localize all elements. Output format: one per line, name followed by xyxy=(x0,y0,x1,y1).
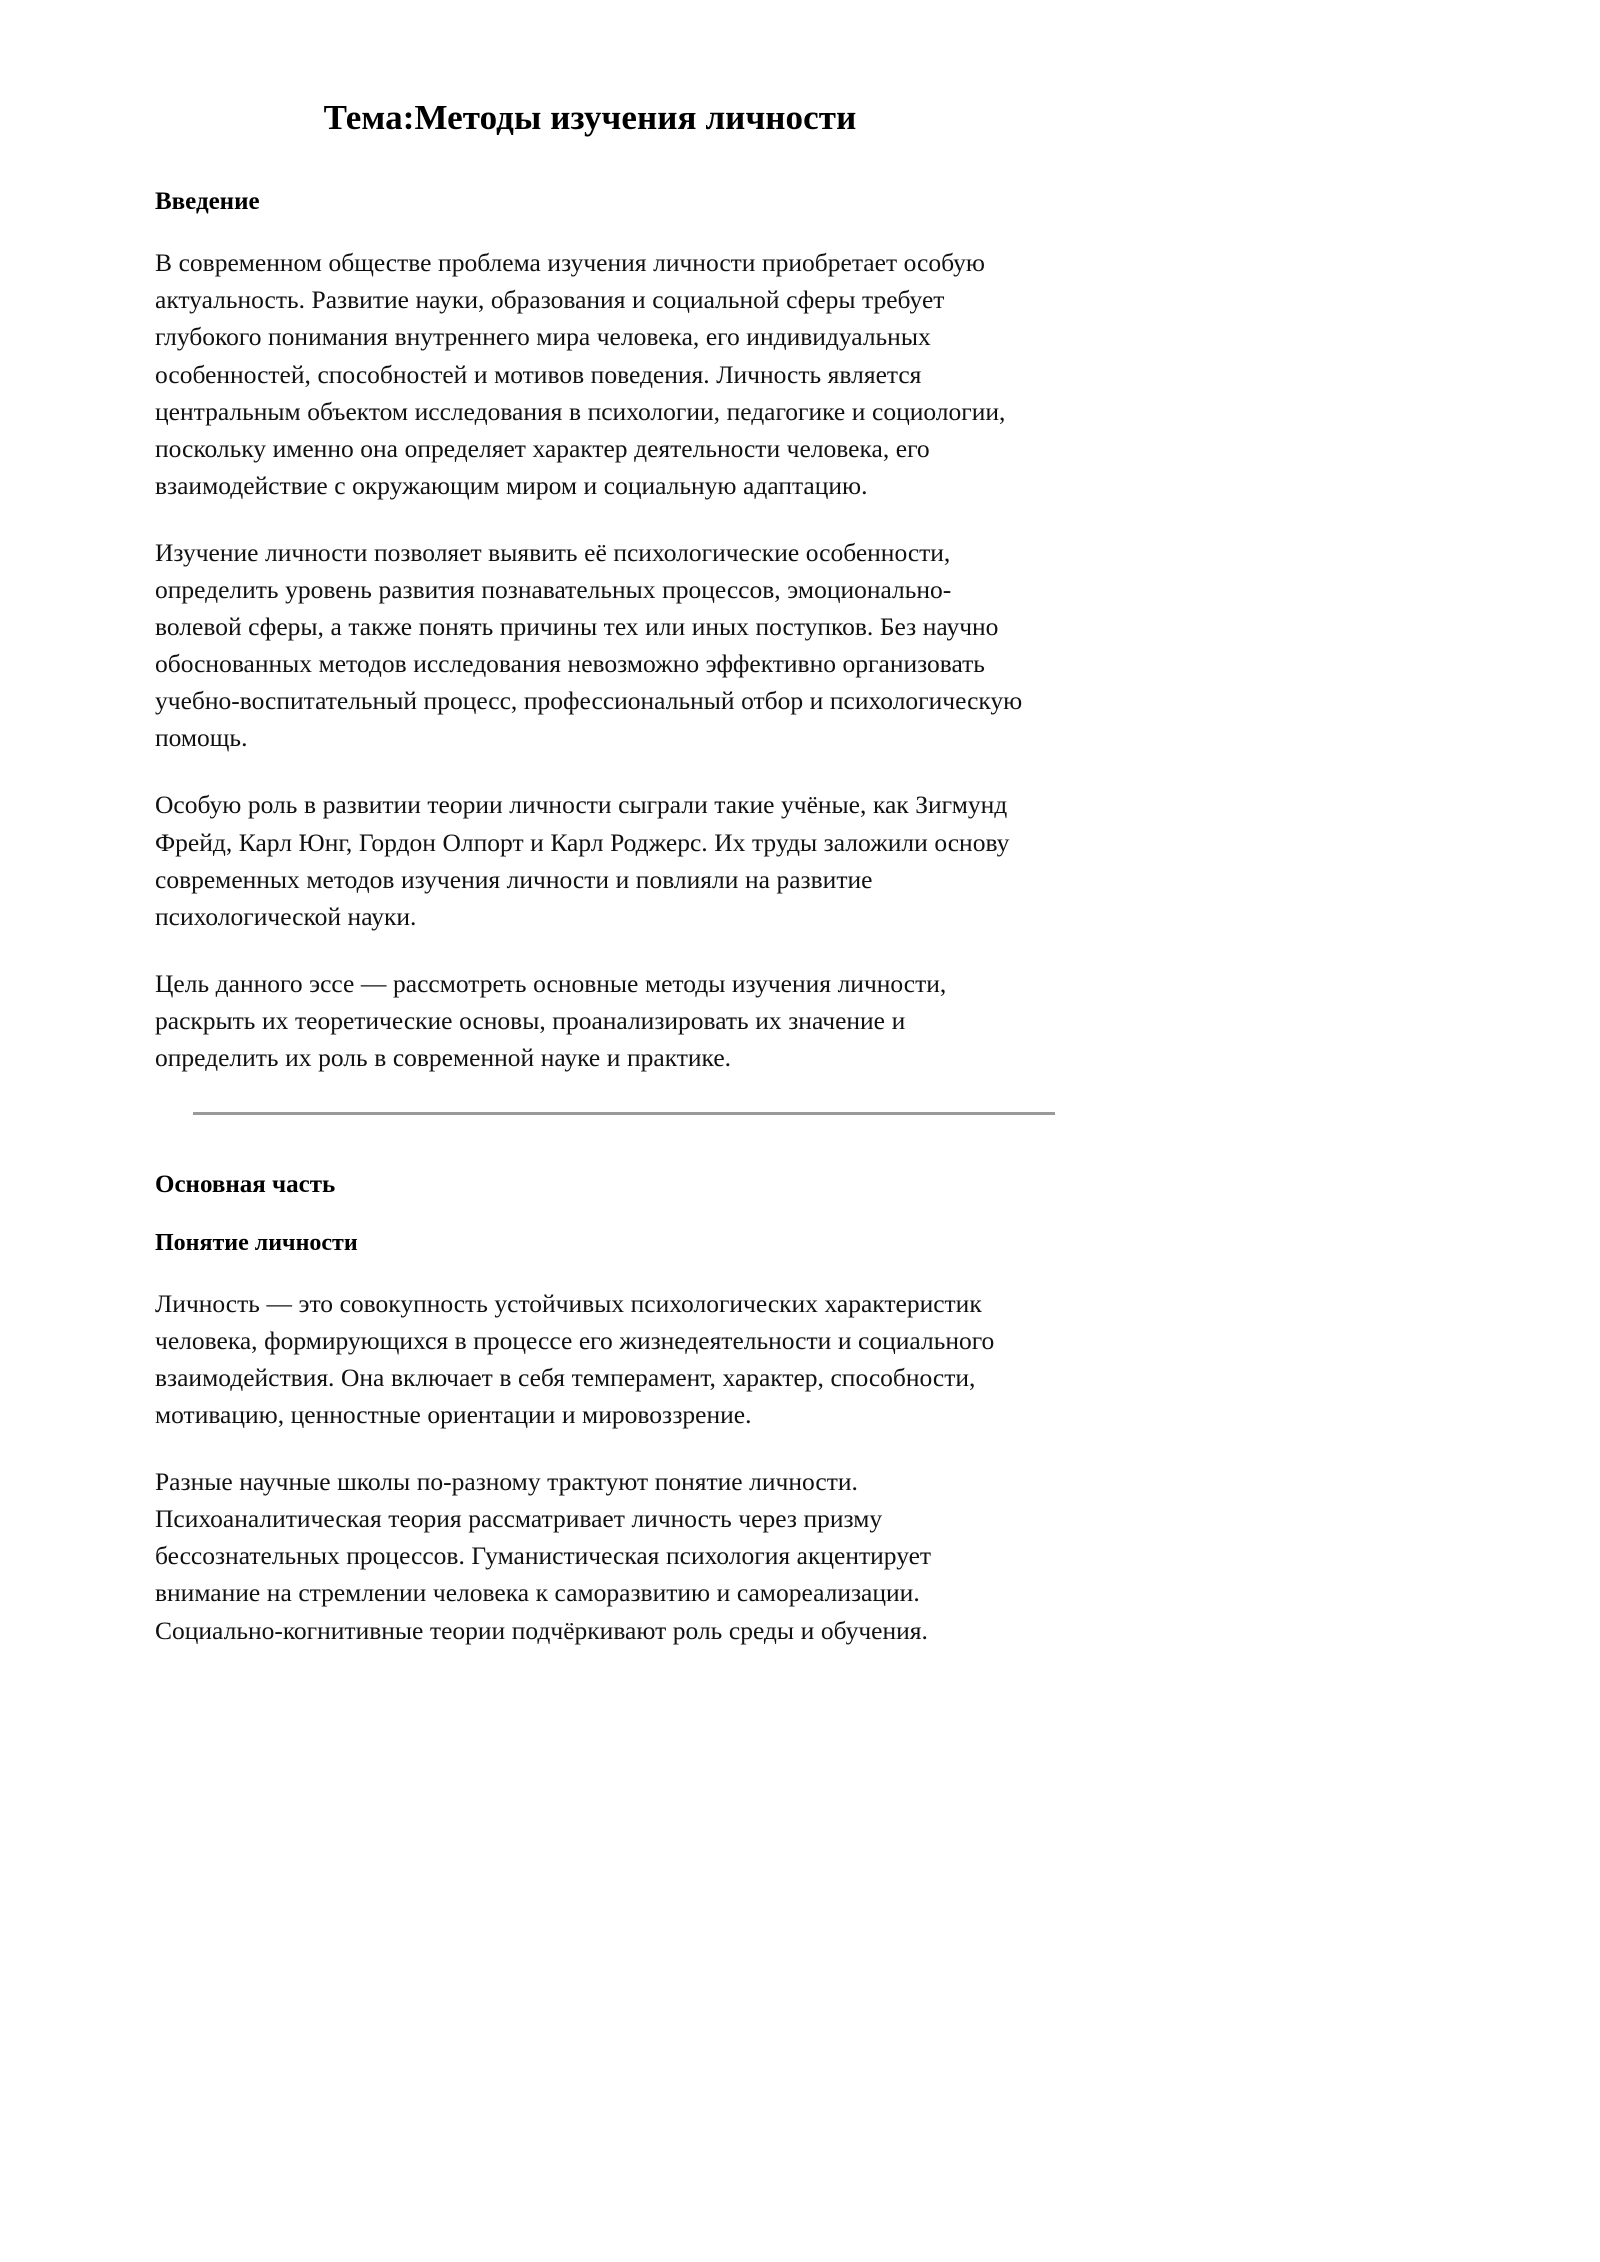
section-heading-main-part: Основная часть xyxy=(155,1171,336,1199)
paragraph-intro-2: Изучение личности позволяет выявить её психологические особенности, определить уровень развития познавательных процессов, эмоционально-волевой сферы, а также понять причины тех или иных поступков. Без научно обоснованных методов исследования невозможно эффективно организовать учебно-воспитательный процесс, профессиональный отбор и психологическую помощь. xyxy=(155,537,1023,753)
section-divider xyxy=(193,1112,1055,1115)
subsection-heading-personality-concept: Понятие личности xyxy=(155,1229,358,1256)
page-title: Тема:Методы изучения личности xyxy=(323,98,857,137)
paragraph-intro-3: Особую роль в развитии теории личности сыграли такие учёные, как Зигмунд Фрейд, Карл Юнг, Гордон Олпорт и Карл Роджерс. Их труды заложили основу современных методов изучения личности и повлияли на развитие психологической науки. xyxy=(155,790,1010,931)
paragraph-intro-4: Цель данного эссе — рассмотреть основные методы изучения личности, раскрыть их теоретические основы, проанализировать их значение и определить их роль в современной науке и практике. xyxy=(155,968,947,1073)
section-heading-introduction: Введение xyxy=(155,187,260,215)
document-content xyxy=(155,96,1025,1649)
paragraph-concept-2: Разные научные школы по-разному трактуют понятие личности. Психоаналитическая теория рассматривает личность через призму бессознательных процессов. Гуманистическая психология акцентирует внимание на стремлении человека к саморазвитию и самореализации. Социально-когнитивные теории подчёркивают роль среды и обучения. xyxy=(155,1467,932,1645)
paragraph-intro-1: В современном обществе проблема изучения личности приобретает особую актуальность. Развитие науки, образования и социальной сферы требует глубокого понимания внутреннего мира человека, его индивидуальных особенностей, способностей и мотивов поведения. Личность является центральным объектом исследования в психологии, педагогике и социологии, поскольку именно она определяет характер деятельности человека, его взаимодействие с окружающим миром и социальную адаптацию. xyxy=(155,248,1006,500)
paragraph-concept-1: Личность — это совокупность устойчивых психологических характеристик человека, формирующихся в процессе его жизнедеятельности и социального взаимодействия. Она включает в себя темперамент, характер, способности, мотивацию, ценностные ориентации и мировоззрение. xyxy=(155,1288,995,1430)
